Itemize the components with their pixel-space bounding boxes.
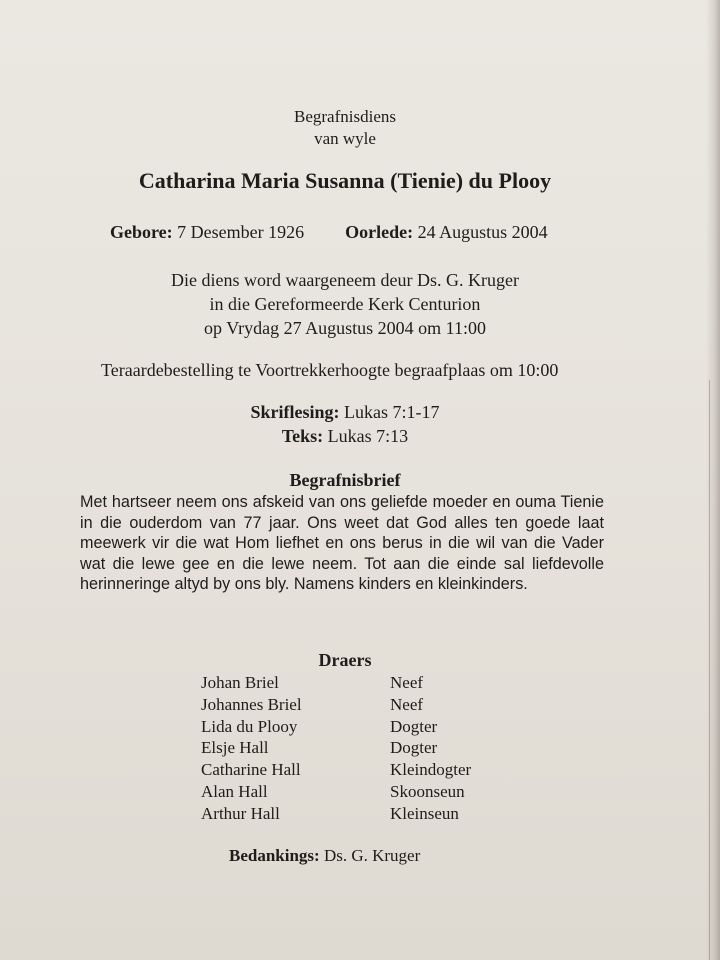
bearer-name: Arthur Hall <box>201 803 280 823</box>
scripture-reading <box>0 400 690 448</box>
born-label: Gebore: <box>110 222 173 242</box>
thanks-value: Ds. G. Kruger <box>323 846 421 865</box>
header-line-1: Begrafnisdiens <box>294 107 396 126</box>
bearer-row <box>201 672 471 694</box>
bearer-row <box>201 737 471 759</box>
bearer-name: Lida du Plooy <box>201 716 298 736</box>
bearer-relation: Neef <box>390 673 424 692</box>
born-date: 7 Desember 1926 <box>177 222 305 242</box>
bearer-relation: Kleinseun <box>390 803 459 823</box>
bearer-relation: Skoonseun <box>390 781 465 801</box>
text-value: Lukas 7:13 <box>327 426 409 446</box>
bearers-list <box>201 672 471 825</box>
burial-details: Teraardebestelling te Voortrekkerhoogte begraafplaas om 10:00 <box>101 360 559 380</box>
bearer-relation: Dogter <box>390 716 438 736</box>
bearer-row <box>201 803 471 825</box>
letter-body: Met hartseer neem ons afskeid van ons geliefde moeder en ouma Tienie in die ouderdom van 77 jaar. Ons weet dat God alles ten goede laat meewerk vir die wat Hom liefhet en ons berus in die wil van die Vader wat die lewe gee en die lewe neem. Tot aan die einde sal liefdevolle herinneringe altyd by ons bly. Namens kinders en kleinkinders. <box>80 493 604 593</box>
died-date: 24 Augustus 2004 <box>417 222 548 242</box>
letter-heading: Begrafnisbrief <box>289 470 401 490</box>
service-line-3: op Vrydag 27 Augustus 2004 om 11:00 <box>204 318 486 338</box>
bearer-row <box>201 759 471 781</box>
text-label: Teks: <box>281 426 324 446</box>
bearers-heading: Draers <box>318 650 372 670</box>
died-label: Oorlede: <box>345 222 414 242</box>
service-line-1: Die diens word waargeneem deur Ds. G. Kruger <box>170 270 520 290</box>
program-header <box>0 106 690 150</box>
bearer-name: Johan Briel <box>201 673 279 692</box>
bearer-row <box>201 694 471 716</box>
bearer-row <box>201 781 471 803</box>
dates-line <box>110 222 548 243</box>
bearer-name: Catharine Hall <box>201 760 301 780</box>
header-line-2: van wyle <box>314 129 376 148</box>
bearer-name: Johannes Briel <box>201 694 302 714</box>
deceased-name: Catharina Maria Susanna (Tienie) du Plooy <box>138 168 552 193</box>
bearer-relation: Kleindogter <box>390 760 472 780</box>
scripture-label: Skriflesing: <box>250 402 340 422</box>
scripture-value: Lukas 7:1-17 <box>344 402 440 422</box>
bearer-name: Alan Hall <box>201 781 268 801</box>
thanks-label: Bedankings: <box>229 846 320 865</box>
bearer-relation: Dogter <box>390 738 438 758</box>
bearer-name: Elsje Hall <box>201 738 269 758</box>
text-line <box>0 424 690 448</box>
bearer-relation: Neef <box>390 694 424 714</box>
service-line-2: in die Gereformeerde Kerk Centurion <box>209 294 481 314</box>
thanks-line <box>229 846 420 866</box>
scripture-line <box>0 400 690 424</box>
service-details <box>0 268 690 340</box>
bearer-row <box>201 716 471 738</box>
